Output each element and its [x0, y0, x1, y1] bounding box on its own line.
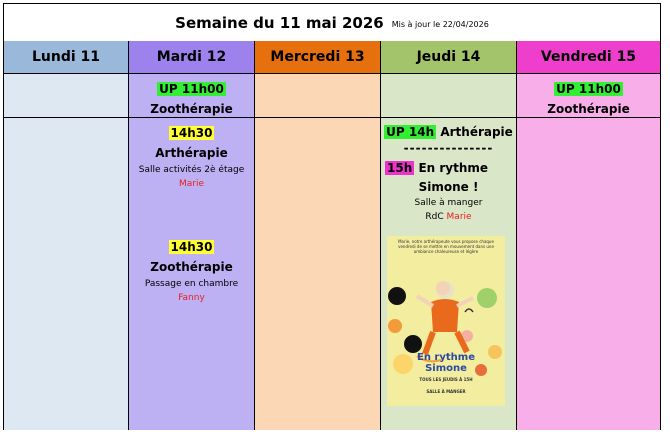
event-person: Marie — [178, 179, 205, 189]
event-time: UP 11h00 — [556, 82, 621, 96]
header-mercredi — [255, 41, 381, 74]
cell-lundi-morning — [4, 74, 129, 118]
header-label: Jeudi 14 — [416, 49, 481, 65]
header-lundi — [4, 41, 129, 74]
poster-text: Marie, notre arthérapeute vous propose chaque vendredi de se mettre en mouvement dans une ambiance chaleureuse et légère — [398, 239, 494, 254]
event-person: Marie — [446, 212, 472, 222]
cell-jeudi-morning — [381, 74, 517, 118]
title-row — [4, 4, 660, 42]
event-zootherapie — [129, 236, 254, 305]
event-title-continued: Simone ! — [418, 180, 479, 194]
poster-location: SALLE À MANGER — [426, 389, 466, 394]
poster-title: En rythme — [417, 352, 475, 363]
header-label: Mercredi 13 — [270, 49, 365, 65]
event-location-prefix: RdC — [425, 212, 444, 222]
event-time: 14h30 — [170, 126, 213, 140]
update-date: Mis à jour le 22/04/2026 — [391, 20, 489, 29]
event-artherapie — [381, 122, 516, 154]
cell-jeudi-afternoon — [381, 118, 517, 430]
cell-mardi-afternoon — [129, 118, 255, 430]
separator: --------------- — [403, 141, 494, 155]
header-label: Mardi 12 — [156, 49, 227, 65]
event-title: Zoothérapie — [547, 102, 630, 116]
cell-lundi-afternoon — [4, 118, 129, 430]
header-mardi — [129, 41, 255, 74]
header-jeudi — [381, 41, 517, 74]
page-title: Semaine du 11 mai 2026 — [175, 13, 384, 32]
poster-title-continued: Simone — [425, 363, 467, 374]
cell-mercredi-afternoon — [255, 118, 381, 430]
event-title: En rythme — [418, 161, 489, 175]
cell-mercredi-morning — [255, 74, 381, 118]
cell-vendredi-morning — [517, 74, 660, 118]
header-vendredi — [517, 41, 660, 74]
event-time: 15h — [387, 161, 413, 175]
event-location: Salle activités 2è étage — [138, 165, 245, 175]
header-label: Lundi 11 — [31, 49, 101, 65]
cell-vendredi-afternoon — [517, 118, 660, 430]
poster-schedule: TOUS LES JEUDIS À 15H — [419, 377, 473, 382]
header-label: Vendredi 15 — [540, 49, 637, 65]
event-en-rythme — [381, 158, 516, 224]
schedule-table — [3, 3, 661, 430]
event-time: UP 11h00 — [159, 82, 224, 96]
event-time: 14h30 — [170, 240, 213, 254]
event-person: Fanny — [178, 293, 205, 303]
event-location: Passage en chambre — [144, 279, 239, 289]
event-artherapie — [129, 122, 254, 191]
cell-mardi-morning — [129, 74, 255, 118]
event-title: Zoothérapie — [150, 102, 233, 116]
event-poster — [387, 236, 505, 406]
event-title: Arthérapie — [440, 125, 513, 139]
event-title: Zoothérapie — [150, 260, 233, 274]
event-title: Arthérapie — [155, 146, 228, 160]
event-time: UP 14h — [386, 125, 435, 139]
event-location: Salle à manger — [414, 198, 483, 208]
